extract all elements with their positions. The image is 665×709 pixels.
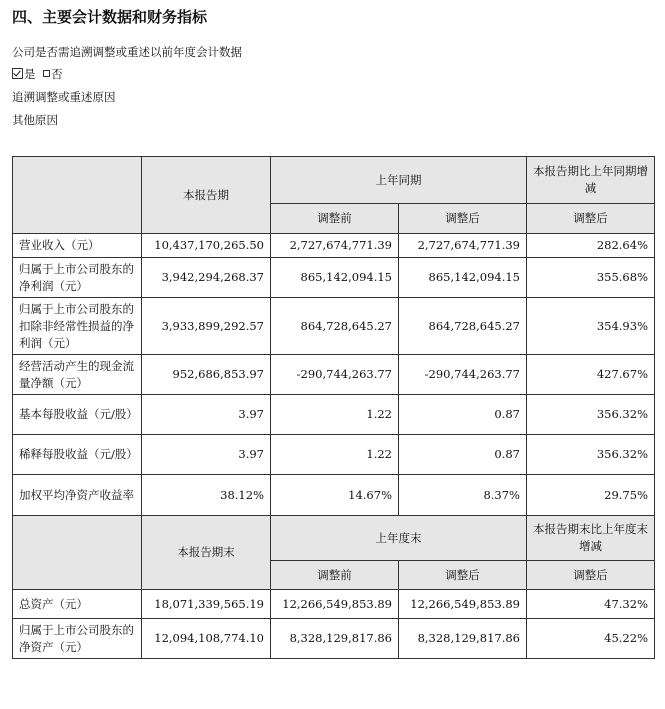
after-adjustment-value: 0.87 (399, 435, 527, 475)
change-value: 47.32% (527, 590, 655, 619)
table-row (13, 435, 655, 475)
yes-option-label: 是 (24, 67, 36, 81)
before-adjustment-value: 2,727,674,771.39 (271, 234, 399, 258)
table-row (13, 475, 655, 516)
change-value: 282.64% (527, 234, 655, 258)
financial-indicators-table (12, 156, 655, 659)
restatement-question: 公司是否需追溯调整或重述以前年度会计数据 (12, 45, 242, 59)
header-after-adjustment: 调整后 (399, 561, 527, 590)
header-before-adjustment: 调整前 (271, 561, 399, 590)
row-label: 总资产（元） (13, 590, 142, 619)
restatement-options (12, 66, 63, 82)
before-adjustment-value: 865,142,094.15 (271, 258, 399, 298)
before-adjustment-value: 12,266,549,853.89 (271, 590, 399, 619)
after-adjustment-value: 2,727,674,771.39 (399, 234, 527, 258)
yes-checkbox[interactable] (12, 68, 23, 79)
table-row (13, 590, 655, 619)
header-period-end: 本报告期末 (142, 516, 271, 590)
current-period-value: 10,437,170,265.50 (142, 234, 271, 258)
row-label: 归属于上市公司股东的净利润（元） (13, 258, 142, 298)
after-adjustment-value: 865,142,094.15 (399, 258, 527, 298)
before-adjustment-value: 864,728,645.27 (271, 298, 399, 355)
change-value: 356.32% (527, 395, 655, 435)
table-row (13, 298, 655, 355)
change-value: 356.32% (527, 435, 655, 475)
table-row (13, 258, 655, 298)
row-label: 经营活动产生的现金流量净额（元） (13, 355, 142, 395)
header-change: 本报告期末比上年度末增减 (527, 516, 655, 561)
current-period-value: 18,071,339,565.19 (142, 590, 271, 619)
row-label: 稀释每股收益（元/股） (13, 435, 142, 475)
table-row (13, 355, 655, 395)
header-change-after-adjustment: 调整后 (527, 561, 655, 590)
header-change-after-adjustment: 调整后 (527, 204, 655, 234)
header-row-1a (13, 157, 655, 204)
row-label: 归属于上市公司股东的净资产（元） (13, 619, 142, 659)
change-value: 354.93% (527, 298, 655, 355)
table-row (13, 395, 655, 435)
header-change: 本报告期比上年同期增减 (527, 157, 655, 204)
before-adjustment-value: 8,328,129,817.86 (271, 619, 399, 659)
after-adjustment-value: 12,266,549,853.89 (399, 590, 527, 619)
table-row (13, 234, 655, 258)
row-label: 归属于上市公司股东的扣除非经常性损益的净利润（元） (13, 298, 142, 355)
after-adjustment-value: 864,728,645.27 (399, 298, 527, 355)
current-period-value: 3.97 (142, 435, 271, 475)
current-period-value: 3,942,294,268.37 (142, 258, 271, 298)
before-adjustment-value: 1.22 (271, 435, 399, 475)
restatement-reason-label: 追溯调整或重述原因 (12, 90, 116, 104)
after-adjustment-value: 8.37% (399, 475, 527, 516)
other-reason-label: 其他原因 (12, 113, 58, 127)
row-label: 营业收入（元） (13, 234, 142, 258)
header-before-adjustment: 调整前 (271, 204, 399, 234)
current-period-value: 3.97 (142, 395, 271, 435)
change-value: 29.75% (527, 475, 655, 516)
no-checkbox[interactable] (43, 70, 50, 77)
current-period-value: 38.12% (142, 475, 271, 516)
after-adjustment-value: 8,328,129,817.86 (399, 619, 527, 659)
change-value: 427.67% (527, 355, 655, 395)
header-prior-period: 上年同期 (271, 157, 527, 204)
header-current-period: 本报告期 (142, 157, 271, 234)
after-adjustment-value: -290,744,263.77 (399, 355, 527, 395)
change-value: 45.22% (527, 619, 655, 659)
after-adjustment-value: 0.87 (399, 395, 527, 435)
header-prior-year-end: 上年度末 (271, 516, 527, 561)
change-value: 355.68% (527, 258, 655, 298)
header-after-adjustment: 调整后 (399, 204, 527, 234)
section-title: 四、主要会计数据和财务指标 (12, 8, 208, 26)
row-label: 基本每股收益（元/股） (13, 395, 142, 435)
table-row (13, 619, 655, 659)
before-adjustment-value: 14.67% (271, 475, 399, 516)
header-blank-cell (13, 516, 142, 590)
before-adjustment-value: -290,744,263.77 (271, 355, 399, 395)
header-row-2a (13, 516, 655, 561)
no-option-label: 否 (51, 67, 63, 81)
header-blank-cell (13, 157, 142, 234)
current-period-value: 3,933,899,292.57 (142, 298, 271, 355)
current-period-value: 12,094,108,774.10 (142, 619, 271, 659)
current-period-value: 952,686,853.97 (142, 355, 271, 395)
before-adjustment-value: 1.22 (271, 395, 399, 435)
row-label: 加权平均净资产收益率 (13, 475, 142, 516)
